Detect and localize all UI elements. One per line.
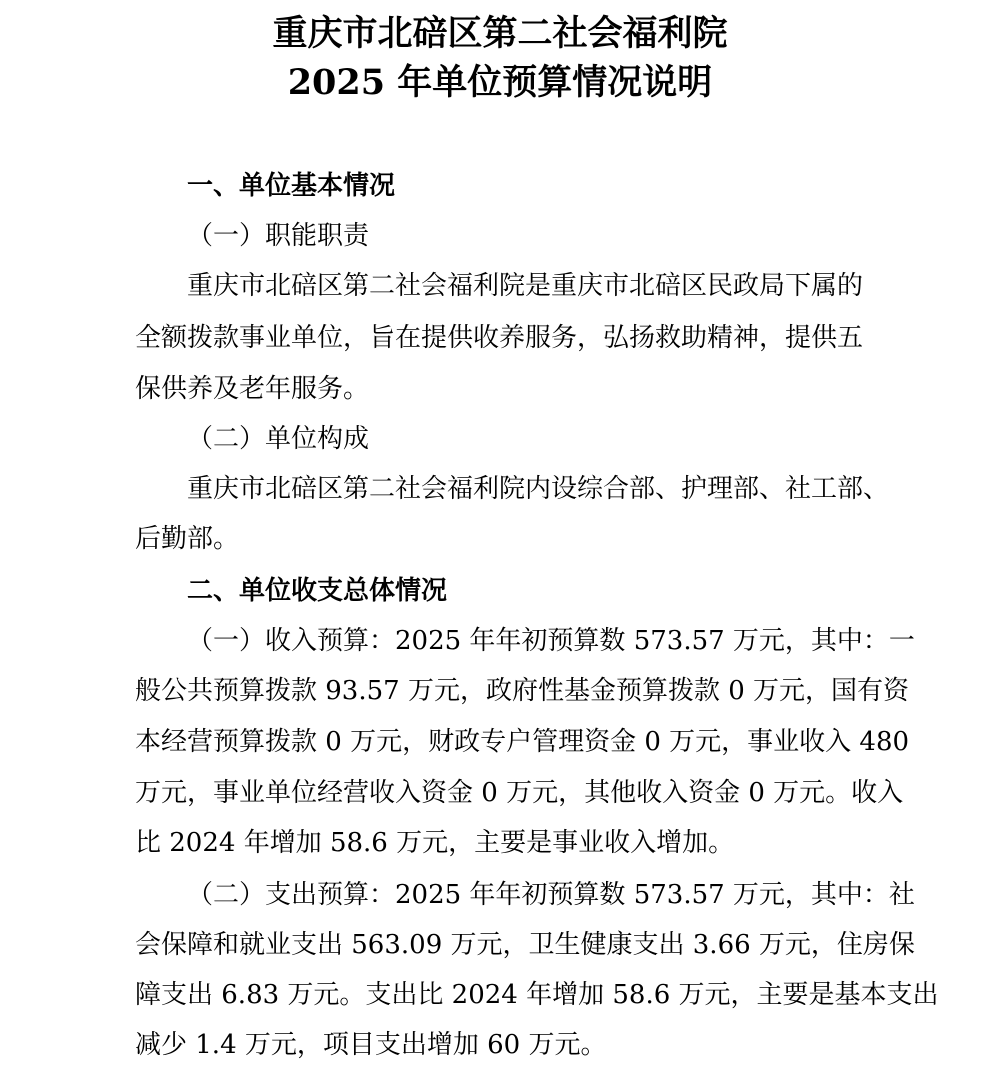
- composition-paragraph-line: 重庆市北碚区第二社会福利院内设综合部、护理部、社工部、: [187, 474, 890, 504]
- expense-paragraph-line: 会保障和就业支出 563.09 万元，卫生健康支出 3.66 万元，住房保: [135, 930, 915, 960]
- section-1-heading: 一、单位基本情况: [187, 171, 396, 201]
- income-paragraph-line: 万元，事业单位经营收入资金 0 万元，其他收入资金 0 万元。收入: [135, 778, 904, 808]
- income-paragraph-line: 般公共预算拨款 93.57 万元，政府性基金预算拨款 0 万元，国有资: [135, 676, 910, 706]
- income-paragraph-line: （一）收入预算：2025 年年初预算数 573.57 万元，其中：一: [187, 626, 915, 656]
- composition-paragraph-line: 后勤部。: [135, 524, 240, 554]
- duty-paragraph-line: 保供养及老年服务。: [135, 374, 370, 404]
- income-paragraph-line: 比 2024 年增加 58.6 万元，主要是事业收入增加。: [135, 828, 735, 858]
- document-title-line-2: 2025 年单位预算情况说明: [287, 62, 713, 103]
- section-1-sub-2-heading: （二）单位构成: [187, 424, 370, 454]
- expense-paragraph-line: （二）支出预算：2025 年年初预算数 573.57 万元，其中：社: [187, 880, 915, 910]
- duty-paragraph-line: 全额拨款事业单位，旨在提供收养服务，弘扬救助精神，提供五: [135, 323, 864, 353]
- section-1-sub-1-heading: （一）职能职责: [187, 221, 370, 251]
- duty-paragraph-line: 重庆市北碚区第二社会福利院是重庆市北碚区民政局下属的: [187, 271, 864, 301]
- income-paragraph-line: 本经营预算拨款 0 万元，财政专户管理资金 0 万元，事业收入 480: [135, 727, 910, 757]
- expense-paragraph-line: 障支出 6.83 万元。支出比 2024 年增加 58.6 万元，主要是基本支出: [135, 980, 939, 1010]
- section-2-heading: 二、单位收支总体情况: [187, 576, 448, 606]
- expense-paragraph-line: 减少 1.4 万元，项目支出增加 60 万元。: [135, 1030, 607, 1060]
- document-title-line-1: 重庆市北碚区第二社会福利院: [272, 13, 728, 54]
